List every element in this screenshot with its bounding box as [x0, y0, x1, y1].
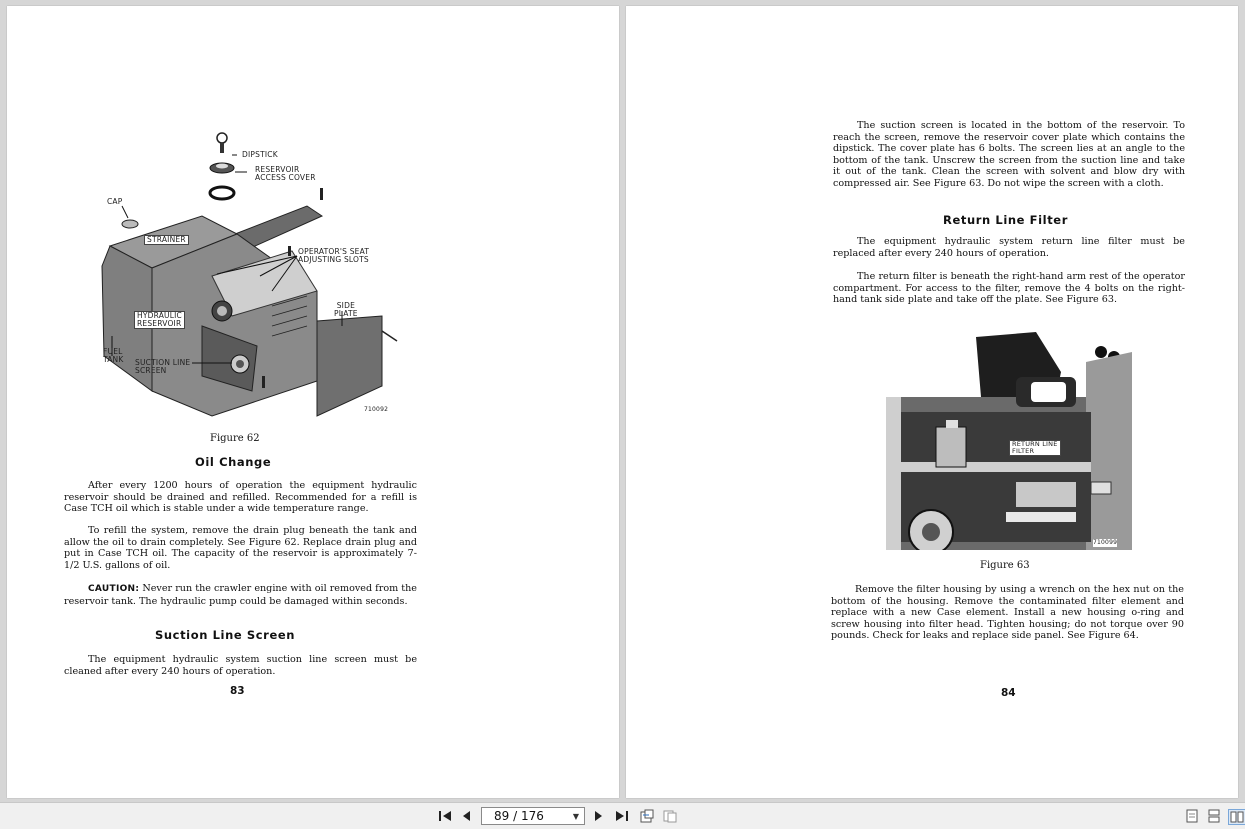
reservoir-diagram — [92, 126, 412, 421]
caution-label: CAUTION: — [88, 584, 140, 594]
figure-62-caption: Figure 62 — [210, 433, 260, 444]
page-selector[interactable] — [481, 807, 585, 825]
paragraph-return-3: Remove the filter housing by using a wrench on the hex nut on the bottom of the housing. Remove the contaminated filter element and replace with a new Case element. Install a new housing o-ring and screw housing into filter head. Tighten housing; do not torque over 90 pounds. Check for leaks and replace side panel. See Figure 64. — [831, 584, 1184, 642]
label-reservoir-access-cover: RESERVOIR ACCESS COVER — [255, 165, 316, 182]
photo-code: 710099 — [1093, 539, 1118, 546]
page-number-84: 84 — [1001, 687, 1016, 699]
prev-page-icon[interactable] — [460, 809, 472, 823]
paragraph-suction-1: The equipment hydraulic system suction line screen must be cleaned after every 240 hours of operation. — [64, 654, 417, 677]
page-indicator: 89 / 176 — [494, 809, 544, 823]
figure-62-illustration — [92, 126, 412, 421]
figure-63-photo — [886, 332, 1132, 550]
label-side-plate: SIDE PLATE — [334, 301, 358, 318]
label-cap: CAP — [107, 197, 123, 206]
label-return-line-filter: RETURN LINE FILTER — [1009, 440, 1061, 456]
label-suction-line-screen: SUCTION LINE SCREEN — [135, 358, 191, 375]
paragraph-return-1: The equipment hydraulic system return line filter must be replaced after every 240 hours of operation. — [833, 236, 1185, 259]
caution-paragraph — [64, 583, 417, 607]
page-84 — [626, 6, 1238, 798]
heading-suction-line-screen: Suction Line Screen — [155, 628, 296, 642]
label-operators-seat: OPERATOR'S SEAT ADJUSTING SLOTS — [298, 247, 370, 264]
chevron-down-icon: ▼ — [572, 812, 579, 821]
heading-return-line-filter: Return Line Filter — [943, 213, 1068, 227]
first-page-icon[interactable] — [437, 809, 453, 823]
next-page-icon[interactable] — [593, 809, 605, 823]
paragraph-oil-change-1: After every 1200 hours of operation the equipment hydraulic reservoir should be drained and refilled. Recommended for a refill is Case TCH oil which is stable under a wide temperature range. — [64, 480, 417, 515]
page-83 — [7, 6, 619, 798]
figure-63-caption: Figure 63 — [980, 560, 1030, 571]
paragraph-oil-change-2: To refill the system, remove the drain plug beneath the tank and allow the oil to drain completely. See Figure 62. Replace drain plug and put in Case TCH oil. The capacity of the reservoir is approximately 7-1/2 U.S. gallons of oil. — [64, 525, 417, 571]
label-dipstick: DIPSTICK — [242, 150, 278, 159]
fit-width-icon[interactable] — [662, 809, 678, 823]
single-page-view-icon[interactable] — [1185, 809, 1199, 823]
figure-code: 710092 — [364, 406, 389, 413]
continuous-view-icon[interactable] — [1207, 809, 1221, 823]
page-number-83: 83 — [230, 685, 245, 697]
label-hydraulic-reservoir: HYDRAULIC RESERVOIR — [134, 311, 185, 329]
label-strainer: STRAINER — [144, 235, 189, 245]
heading-oil-change: Oil Change — [195, 455, 272, 469]
label-fuel-tank: FUEL TANK — [103, 347, 124, 364]
paragraph-suction-2: The suction screen is located in the bottom of the reservoir. To reach the screen, remove the reservoir cover plate which contains the dipstick. The cover plate has 6 bolts. The screen lies at an angle to the bottom of the tank. Unscrew the screen from the suction line and take it out of the tank. Clean the screen with solvent and blow dry with compressed air. See Figure 63. Do not wipe the screen with a cloth. — [833, 120, 1185, 189]
fit-page-icon[interactable] — [639, 809, 655, 823]
viewer-toolbar — [0, 802, 1245, 829]
last-page-icon[interactable] — [614, 809, 630, 823]
caution-text: Never run the crawler engine with oil removed from the reservoir tank. The hydraulic pump could be damaged within seconds. — [64, 583, 417, 607]
paragraph-return-2: The return filter is beneath the right-hand arm rest of the operator compartment. For access to the filter, remove the 4 bolts on the right-hand tank side plate and take off the plate. See Figure 63. — [833, 271, 1185, 306]
two-page-view-icon[interactable] — [1228, 809, 1245, 825]
